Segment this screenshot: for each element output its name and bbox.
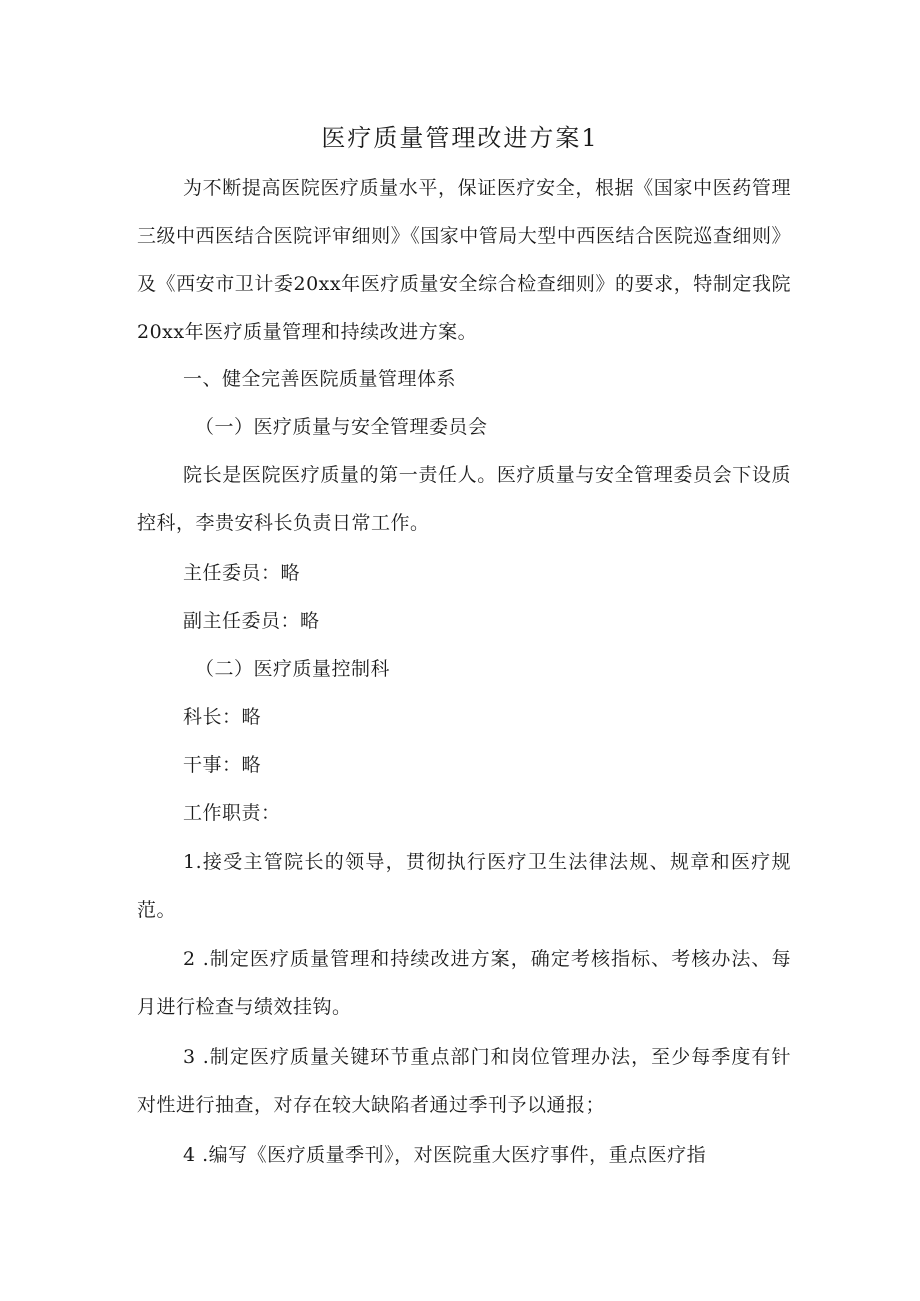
staff-member: 干事：略 — [183, 754, 262, 776]
intro-paragraph: 为不断提高医院医疗质量水平，保证医疗安全，根据《国家中医药管理三级中西医结合医院评审细则》《国家中管局大型中西医结合医院巡查细则》及《西安市卫计委20xx年医疗质量安全综合检查细则》的要求，特制定我院20xx年医疗质量管理和持续改进方案。 — [137, 177, 791, 343]
duty-item-4: 4 .编写《医疗质量季刊》，对医院重大医疗事件，重点医疗指 — [183, 1144, 707, 1166]
duty-item-3: 3 .制定医疗质量关键环节重点部门和岗位管理办法，至少每季度有针对性进行抽查，对存在较大缺陷者通过季刊予以通报； — [137, 1046, 791, 1116]
section-chief: 科长：略 — [183, 706, 262, 728]
section-heading-1: 一、健全完善医院质量管理体系 — [183, 368, 457, 390]
subsection-heading-2: （二）医疗质量控制科 — [195, 658, 391, 680]
committee-director: 主任委员：略 — [183, 562, 301, 584]
body-paragraph: 院长是医院医疗质量的第一责任人。医疗质量与安全管理委员会下设质控科，李贵安科长负责日常工作。 — [137, 464, 791, 534]
subsection-heading-1: （一）医疗质量与安全管理委员会 — [195, 416, 488, 438]
duty-item-1: 1.接受主管院长的领导，贯彻执行医疗卫生法律法规、规章和医疗规范。 — [137, 851, 791, 921]
duty-item-2: 2 .制定医疗质量管理和持续改进方案，确定考核指标、考核办法、每月进行检查与绩效挂钩。 — [137, 948, 791, 1018]
document-title: 医疗质量管理改进方案1 — [321, 124, 599, 152]
duties-heading: 工作职责： — [183, 802, 281, 824]
committee-deputy-director: 副主任委员：略 — [183, 610, 320, 632]
